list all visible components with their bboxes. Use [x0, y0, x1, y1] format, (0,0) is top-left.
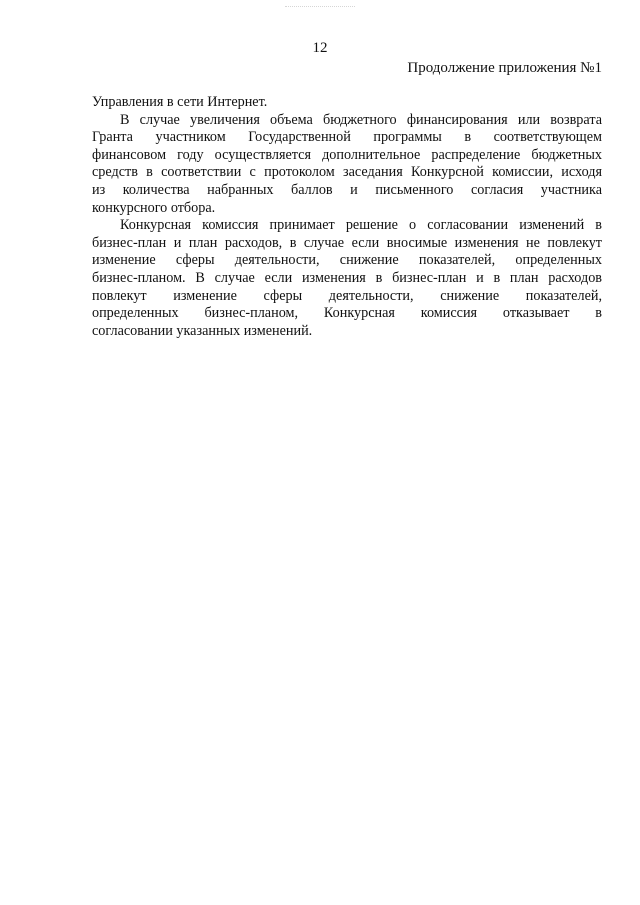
page-number: 12 — [312, 40, 328, 56]
text-line: бизнес-план и план расходов, в случае если вносимые изменения не повлекут — [92, 234, 602, 251]
paragraph — [92, 94, 602, 112]
text-line: согласовании указанных изменений. — [92, 322, 313, 339]
text-line: Управления в сети Интернет. — [92, 94, 268, 110]
paragraph — [92, 217, 602, 340]
text-line: В случае увеличения объема бюджетного финансирования или возврата — [120, 111, 602, 128]
text-line: средств в соответствии с протоколом заседания Конкурсной комиссии, исходя — [92, 164, 602, 181]
text-line: Гранта участником Государственной программы в соответствующем — [92, 129, 602, 146]
text-line: повлекут изменение сферы деятельности, снижение показателей, — [92, 287, 602, 304]
appendix-continuation-note: Продолжение приложения №1 — [407, 60, 602, 76]
paragraph — [92, 112, 602, 218]
text-line: из количества набранных баллов и письменного согласия участника — [92, 181, 602, 198]
document-body — [92, 94, 602, 340]
text-line: Конкурсная комиссия принимает решение о согласовании изменений в — [120, 217, 602, 234]
scan-artifact — [285, 6, 355, 13]
text-line: определенных бизнес-планом, Конкурсная комиссия отказывает в — [92, 305, 602, 322]
text-line: финансовом году осуществляется дополнительное распределение бюджетных — [92, 146, 602, 163]
text-line: изменение сферы деятельности, снижение показателей, определенных — [92, 252, 602, 269]
text-line: конкурсного отбора. — [92, 199, 216, 216]
text-line: бизнес-планом. В случае если изменения в бизнес-план и в план расходов — [92, 269, 602, 286]
